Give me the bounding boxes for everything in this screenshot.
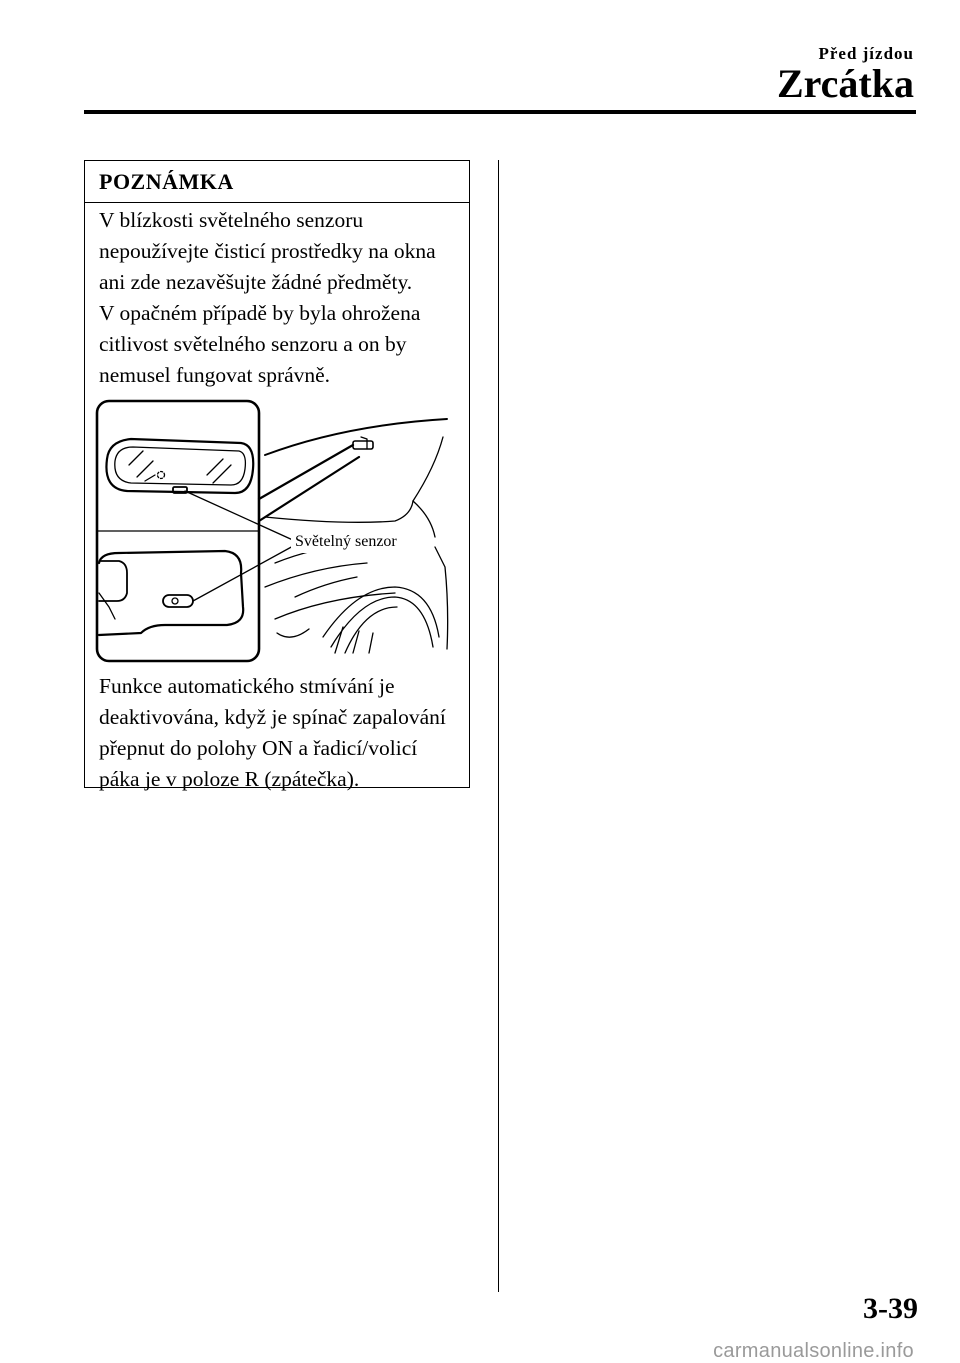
header-rule xyxy=(84,110,916,114)
figure-label: Světelný senzor xyxy=(295,533,397,550)
note-heading: POZNÁMKA xyxy=(99,169,234,194)
text-line: deaktivována, když je spínač zapalování xyxy=(99,705,446,729)
text-line: nepoužívejte čisticí prostředky na okna xyxy=(99,239,436,263)
note-box xyxy=(84,160,470,791)
page-title: Zrcátka xyxy=(776,61,914,106)
light-sensor-illustration xyxy=(95,397,461,667)
text-line: přepnut do polohy ON a řadicí/volicí xyxy=(99,736,418,760)
section-name: Před jízdou xyxy=(818,44,914,63)
note-header xyxy=(85,161,469,203)
text-line: V blízkosti světelného senzoru xyxy=(99,208,364,232)
text-line: V opačném případě by byla ohrožena xyxy=(99,301,421,325)
text-line: Funkce automatického stmívání je xyxy=(99,674,395,698)
note-paragraph-1 xyxy=(99,205,465,391)
column-divider xyxy=(498,160,499,1292)
text-line: páka je v poloze R (zpátečka). xyxy=(99,767,360,791)
page-number: 3-39 xyxy=(863,1292,918,1325)
text-line: ani zde nezavěšujte žádné předměty. xyxy=(99,270,413,294)
text-line: citlivost světelného senzoru a on by xyxy=(99,332,407,356)
note-paragraph-2 xyxy=(99,671,465,795)
watermark: carmanualsonline.info xyxy=(713,1340,914,1362)
text-line: nemusel fungovat správně. xyxy=(99,363,331,387)
